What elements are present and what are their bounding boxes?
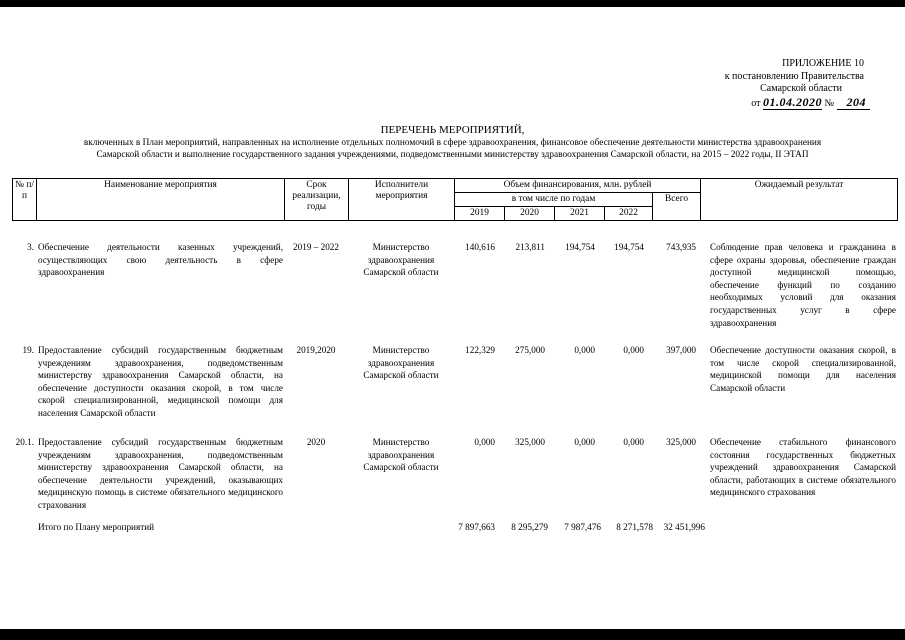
- row-3-exec: Министерство здравоохранения Самарской области: [363, 242, 439, 278]
- row-3-total: 743,935: [666, 242, 696, 252]
- appendix-block: [600, 58, 870, 110]
- appendix-decree: к постановлению Правительства: [724, 70, 864, 82]
- handwritten-date: 01.04.2020: [762, 94, 822, 109]
- totals-2020: 8 295,279: [511, 522, 548, 532]
- document-title: ПЕРЕЧЕНЬ МЕРОПРИЯТИЙ,: [380, 124, 525, 136]
- row-20-1-2021: 0,000: [574, 437, 595, 447]
- appendix-region: Самарской области: [760, 83, 842, 94]
- scan-top-border: [0, 0, 905, 7]
- row-20-1-num: 20.1.: [15, 437, 34, 447]
- scan-bottom-border: [0, 629, 905, 640]
- totals-label: Итого по Плану мероприятий: [38, 522, 155, 532]
- row-19-result: Обеспечение доступности оказания скорой, в том числе скорой специализированной, медицинской помощи для населения Самарской области: [710, 345, 896, 393]
- row-3-term: 2019 – 2022: [293, 242, 339, 252]
- totals-2019: 7 897,663: [458, 522, 495, 532]
- header-funding: Объем финансирования, млн. рублей: [455, 179, 701, 193]
- row-20-1-total: 325,000: [666, 437, 696, 447]
- header-2019: 2019: [455, 207, 505, 221]
- row-19-2019: 122,329: [465, 345, 495, 355]
- header-total: Всего: [653, 193, 701, 221]
- number-prefix: №: [824, 97, 834, 109]
- handwritten-number: 204: [837, 95, 871, 110]
- row-3-2021: 194,754: [565, 242, 595, 252]
- document-subtitle-line2: Самарской области и выполнение государственного задания учреждениями, подведомственными министерству здравоохранения Самарской области, на 2015 – 2022 годы, II ЭТАП: [96, 150, 809, 160]
- row-19-total: 397,000: [666, 345, 696, 355]
- table-header: [12, 178, 898, 221]
- header-name: Наименование мероприятия: [37, 179, 285, 221]
- header-result: Ожидаемый результат: [701, 179, 898, 221]
- header-num: № п/п: [13, 179, 37, 221]
- row-20-1-2019: 0,000: [474, 437, 495, 447]
- row-20-1-result: Обеспечение стабильного финансового состояния государственных бюджетных учреждений здравоохранения Самарской области, работающих в системе обязательного медицинского страхования: [710, 437, 896, 498]
- row-19-term: 2019,2020: [296, 345, 336, 355]
- row-3-name: Обеспечение деятельности казенных учреждений, осуществляющих свою деятельность в сфере здравоохранения: [38, 242, 283, 278]
- row-20-1-name: Предоставление субсидий государственным бюджетным учреждениям здравоохранения, подведомственным министерству здравоохранения Самарской области, на обеспечение деятельности учреждений, оказывающих медицинскую помощь в системе обязательного медицинского страхования: [38, 437, 283, 510]
- row-19-num: 19.: [22, 345, 34, 355]
- row-3-2020: 213,811: [515, 242, 545, 252]
- header-exec: Исполнители мероприятия: [349, 179, 455, 221]
- row-20-1-term: 2020: [306, 437, 326, 447]
- totals-total: 32 451,996: [663, 522, 705, 532]
- header-term: Срок реализации, годы: [285, 179, 349, 221]
- totals-2022: 8 271,578: [616, 522, 653, 532]
- row-3-num: 3.: [27, 242, 34, 252]
- row-20-1-exec: Министерство здравоохранения Самарской области: [363, 437, 439, 473]
- row-3-result: Соблюдение прав человека и гражданина в сфере охраны здоровья, обеспечение граждан доступной медицинской помощью, обеспечение функций по созданию необходимых условий для оказания государственных услуг в сфере здравоохранения: [710, 242, 896, 328]
- row-19-name: Предоставление субсидий государственным бюджетным учреждениям здравоохранения, подведомственным министерству здравоохранения Самарской области, на обеспечение доступности оказания скорой, в том числе скорой специализированной, медицинской помощи для населения Самарской области: [38, 345, 283, 418]
- row-20-1-2020: 325,000: [515, 437, 545, 447]
- document-subtitle-line1: включенных в План мероприятий, направленных на исполнение отдельных полномочий в сфере здравоохранения, финансовое обеспечение деятельности министерства здравоохранения: [83, 138, 822, 148]
- row-20-1-2022: 0,000: [623, 437, 644, 447]
- row-19-2020: 275,000: [515, 345, 545, 355]
- totals-2021: 7 987,476: [564, 522, 601, 532]
- row-19-2021: 0,000: [574, 345, 595, 355]
- date-prefix: от: [751, 97, 761, 109]
- row-3-2019: 140,616: [465, 242, 495, 252]
- appendix-date-line: [600, 96, 870, 111]
- header-2022: 2022: [605, 207, 653, 221]
- header-by-years: в том числе по годам: [455, 193, 653, 207]
- row-3-2022: 194,754: [614, 242, 644, 252]
- header-2020: 2020: [505, 207, 555, 221]
- row-19-2022: 0,000: [623, 345, 644, 355]
- header-2021: 2021: [555, 207, 605, 221]
- row-19-exec: Министерство здравоохранения Самарской области: [363, 345, 439, 381]
- appendix-title: ПРИЛОЖЕНИЕ 10: [782, 58, 864, 69]
